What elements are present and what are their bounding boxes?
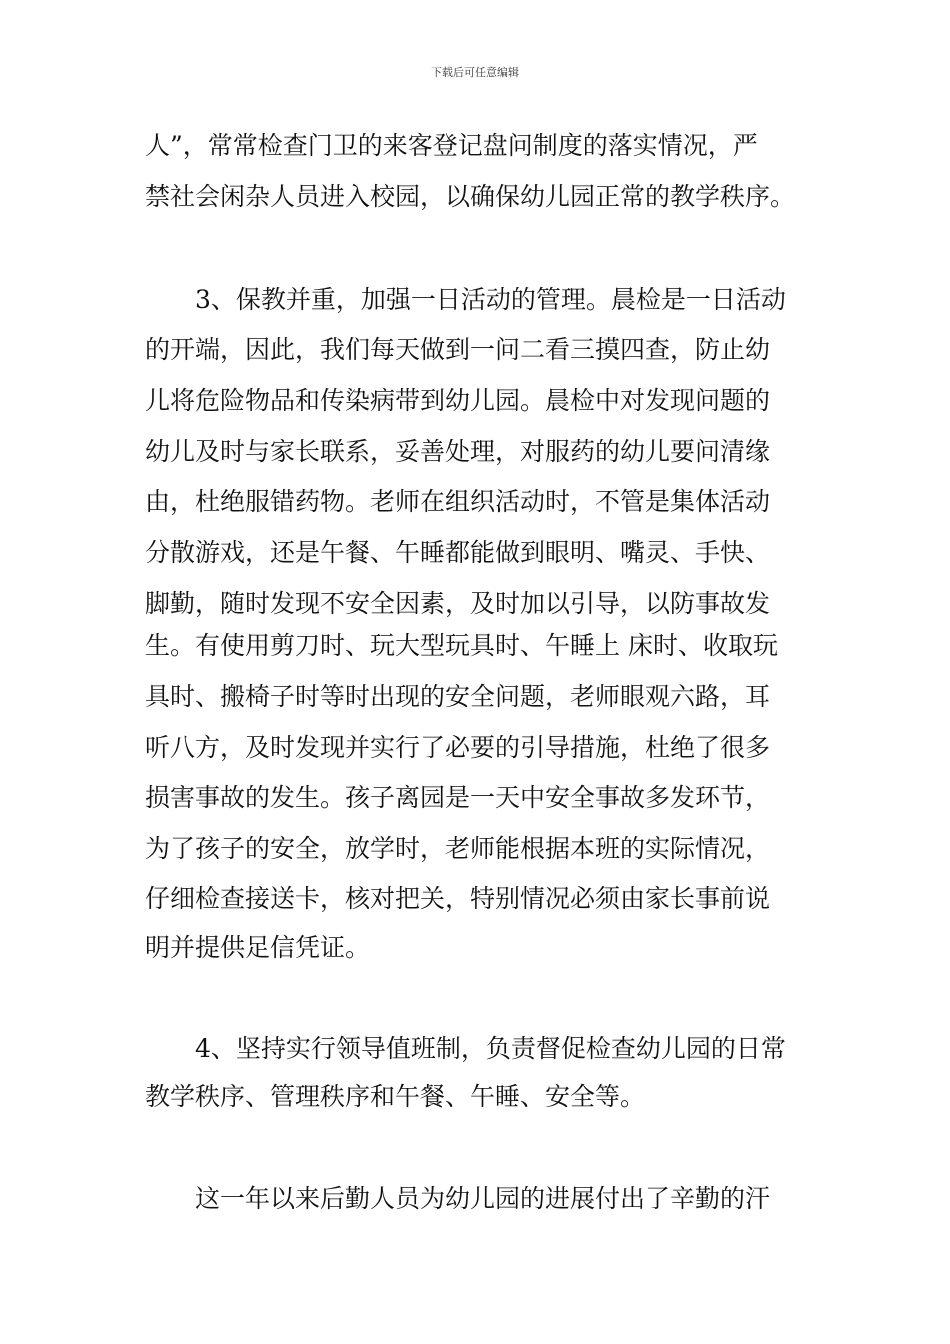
text-line: 明并提供足信凭证。 (145, 933, 371, 962)
text-line: 幼儿及时与家长联系，妥善处理，对服药的幼儿要问清缘 (145, 437, 771, 466)
text-line: 教学秩序、管理秩序和午餐、午睡、安全等。 (145, 1082, 646, 1111)
text-line: 具时、搬椅子时等时出现的安全问题，老师眼观六路，耳 (145, 682, 771, 711)
text-line: 为了孩子的安全，放学时，老师能根据本班的实际情况， (145, 834, 771, 863)
text-line: 损害事故的发生。孩子离园是一天中安全事故多发环节， (145, 783, 771, 812)
text-line: 仔细检查接送卡，核对把关，特别情况必须由家长事前说 (145, 884, 771, 913)
text-line: 分散游戏，还是午餐、午睡都能做到眼明、嘴灵、手快、 (145, 538, 771, 567)
text-line: 听八方，及时发现并实行了必要的引导措施，杜绝了很多 (145, 733, 771, 762)
text-line: 生。有使用剪刀时、玩大型玩具时、午睡上 床时、收取玩 (145, 631, 778, 660)
text-line: 儿将危险物品和传染病带到幼儿园。晨检中对发现问题的 (145, 386, 771, 415)
text-line: 的开端，因此，我们每天做到一问二看三摸四查，防止幼 (145, 335, 771, 364)
text-line: 由，杜绝服错药物。老师在组织活动时，不管是集体活动 (145, 487, 771, 516)
text-line: 禁社会闲杂人员进入校园，以确保幼儿园正常的教学秩序。 (145, 182, 796, 211)
text-line: 3、保教并重，加强一日活动的管理。晨检是一日活动 (195, 285, 786, 314)
text-line: 这一年以来后勤人员为幼儿园的进展付出了辛勤的汗 (195, 1184, 771, 1213)
text-line: 4、坚持实行领导值班制，负责督促检查幼儿园的日常 (195, 1034, 786, 1063)
text-line: 脚勤，随时发现不安全因素，及时加以引导，以防事故发 (145, 589, 771, 618)
text-line: 人”，常常检查门卫的来客登记盘问制度的落实情况，严 (145, 131, 758, 160)
page-header: 下载后可任意编辑 (431, 66, 519, 79)
